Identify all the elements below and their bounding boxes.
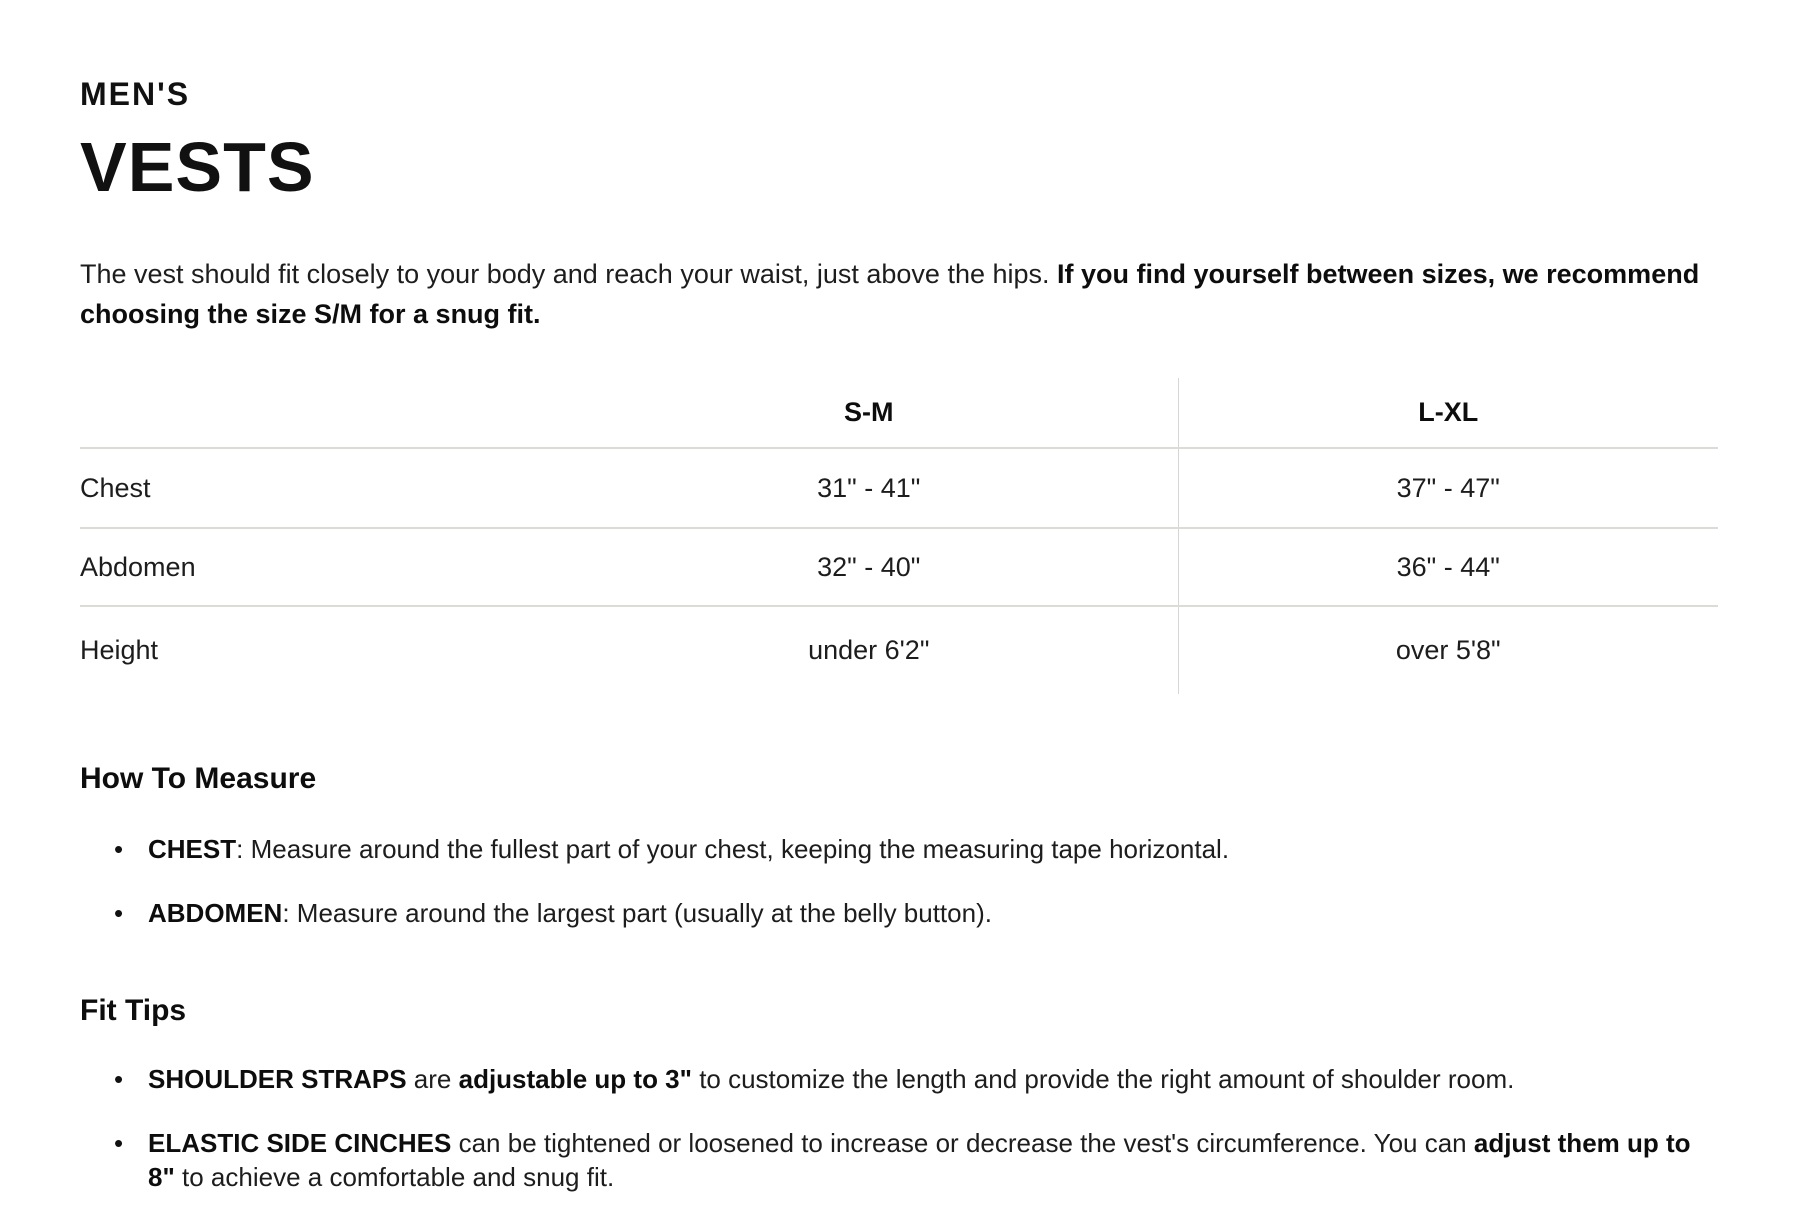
intro-normal-text: The vest should fit closely to your body and reach your waist, just above the hips. bbox=[80, 259, 1058, 289]
cell-sm-value: 32" - 40" bbox=[817, 551, 921, 582]
fit-tips-heading: Fit Tips bbox=[80, 994, 187, 1027]
cell-lxl-value: over 5'8" bbox=[1178, 606, 1718, 694]
cell-sm-value: 31" - 41" bbox=[817, 472, 921, 503]
col-header-sm: S-M bbox=[844, 397, 894, 427]
tip-text-segment: are bbox=[406, 1064, 459, 1094]
measure-item-abdomen bbox=[80, 896, 1718, 930]
table-row-chest bbox=[80, 448, 1718, 528]
how-to-measure-heading: How To Measure bbox=[80, 762, 317, 795]
tip-bold-segment: adjustable up to 3" bbox=[458, 1064, 692, 1094]
category-eyebrow: MEN'S bbox=[80, 76, 191, 112]
measure-term: CHEST bbox=[148, 834, 237, 864]
cell-sm-value: under 6'2" bbox=[808, 635, 930, 665]
tip-text-segment: to achieve a comfortable and snug fit. bbox=[174, 1162, 615, 1192]
fit-tip-elastic-side-cinches bbox=[80, 1126, 1718, 1194]
cell-lxl-value: 37" - 47" bbox=[1178, 448, 1718, 528]
tip-bold-segment: ELASTIC SIDE CINCHES bbox=[148, 1128, 452, 1158]
intro-bold-text: If you find yourself between sizes, we recommend choosing the size S/M for a snug fit. bbox=[80, 259, 1700, 329]
tip-bold-segment: adjust them up to 8" bbox=[148, 1128, 1691, 1192]
col-header-lxl: L-XL bbox=[1178, 378, 1718, 448]
bullet-dot-icon: • bbox=[114, 1064, 124, 1094]
bullet-dot-icon: • bbox=[114, 834, 124, 864]
row-label: Height bbox=[80, 635, 159, 665]
table-row-abdomen bbox=[80, 528, 1718, 606]
table-row-height bbox=[80, 606, 1718, 694]
intro-paragraph bbox=[80, 254, 1718, 334]
how-to-measure-list bbox=[80, 832, 1718, 930]
bullet-dot-icon: • bbox=[114, 898, 124, 928]
fit-tip-shoulder-straps bbox=[80, 1062, 1718, 1096]
size-chart-header-row bbox=[80, 378, 1718, 448]
row-label: Chest bbox=[80, 472, 151, 503]
size-chart-table bbox=[80, 378, 1718, 694]
measure-term: ABDOMEN bbox=[148, 898, 283, 928]
tip-bold-segment: SHOULDER STRAPS bbox=[148, 1064, 407, 1094]
cell-lxl-value: 36" - 44" bbox=[1178, 528, 1718, 606]
bullet-dot-icon: • bbox=[114, 1128, 124, 1158]
corner-header-cell bbox=[80, 378, 560, 448]
page-title: VESTS bbox=[80, 128, 315, 206]
row-label: Abdomen bbox=[80, 551, 196, 582]
fit-tips-list bbox=[80, 1062, 1718, 1194]
tip-text-segment: to customize the length and provide the right amount of shoulder room. bbox=[691, 1064, 1515, 1094]
measure-text: : Measure around the fullest part of your chest, keeping the measuring tape horizontal. bbox=[236, 834, 1230, 864]
tip-text-segment: can be tightened or loosened to increase or decrease the vest's circumference. You can bbox=[451, 1128, 1474, 1158]
measure-text: : Measure around the largest part (usually at the belly button). bbox=[282, 898, 992, 928]
measure-item-chest bbox=[80, 832, 1718, 866]
